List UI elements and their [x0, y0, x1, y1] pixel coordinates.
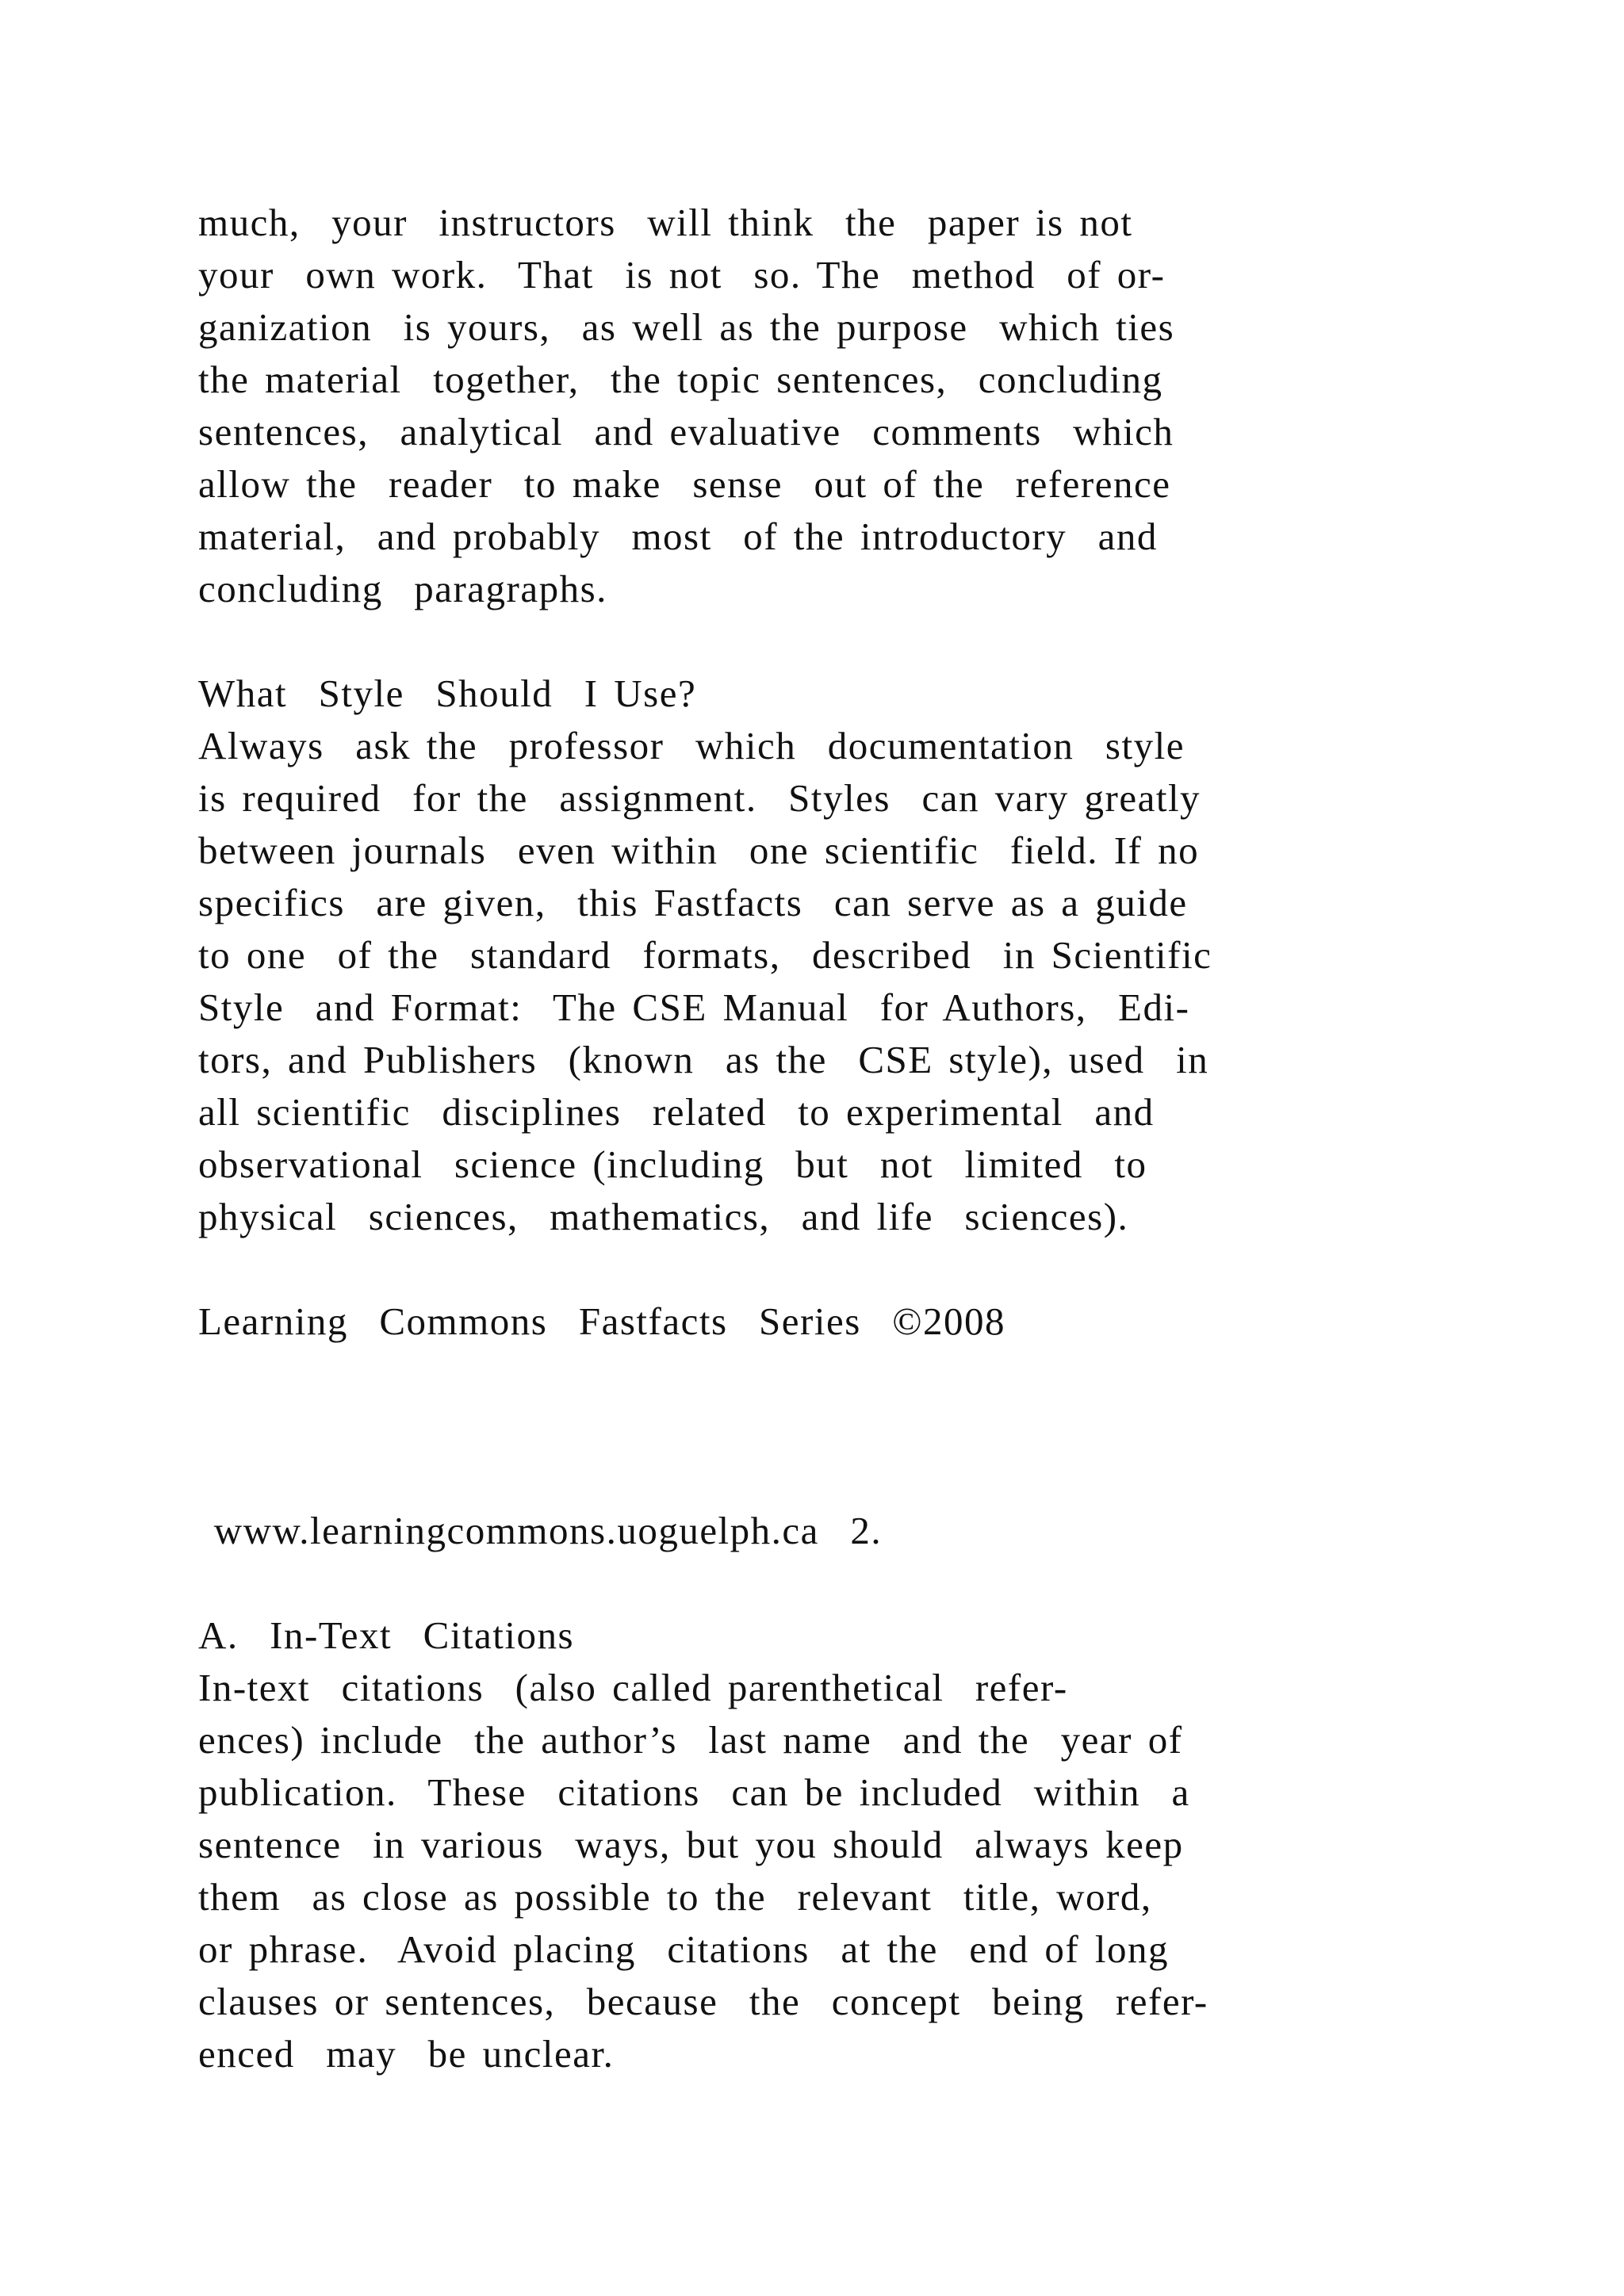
- paragraph-line: specifics are given, this Fastfacts can serve as a guide: [198, 881, 1188, 924]
- paragraph-line: publication. These citations can be included within a: [198, 1770, 1190, 1814]
- paragraph-line: or phrase. Avoid placing citations at the end of long: [198, 1927, 1170, 1971]
- paragraph-line: Always ask the professor which documentation style: [198, 724, 1185, 767]
- paragraph-line: ganization is yours, as well as the purpose which ties: [198, 305, 1175, 349]
- paragraph-line: allow the reader to make sense out of the reference: [198, 462, 1171, 506]
- paragraph-line: sentences, analytical and evaluative comments which: [198, 410, 1174, 453]
- paragraph-line: tors, and Publishers (known as the CSE style), used in: [198, 1038, 1209, 1081]
- paragraph-line: physical sciences, mathematics, and life sciences).: [198, 1195, 1129, 1238]
- section-heading-style: What Style Should I Use?: [198, 672, 697, 715]
- paragraph-line: material, and probably most of the introductory and: [198, 515, 1158, 558]
- section-heading-citations: A. In-Text Citations: [198, 1613, 575, 1657]
- paragraph-line: enced may be unclear.: [198, 2032, 615, 2076]
- paragraph-line: the material together, the topic sentences, concluding: [198, 358, 1163, 401]
- paragraph-line: much, your instructors will think the paper is not: [198, 201, 1133, 244]
- paragraph-line: clauses or sentences, because the concept being refer-: [198, 1980, 1208, 2023]
- paragraph-line: Style and Format: The CSE Manual for Authors, Edi-: [198, 985, 1190, 1029]
- paragraph-line: to one of the standard formats, described in Scientific: [198, 933, 1212, 977]
- paragraph-line: all scientific disciplines related to experimental and: [198, 1090, 1155, 1134]
- paragraph-line: them as close as possible to the relevant title, word,: [198, 1875, 1152, 1919]
- paragraph-line: your own work. That is not so. The method of or-: [198, 253, 1166, 297]
- paragraph-line: observational science (including but not limited to: [198, 1142, 1147, 1186]
- footer-series-text: Learning Commons Fastfacts Series ©2008: [198, 1299, 1005, 1343]
- paragraph-line: sentence in various ways, but you should always keep: [198, 1823, 1184, 1866]
- footer-url-text: www.learningcommons.uoguelph.ca 2.: [198, 1509, 883, 1552]
- paragraph-line: is required for the assignment. Styles can vary greatly: [198, 776, 1201, 820]
- paragraph-line: In-text citations (also called parenthetical refer-: [198, 1666, 1068, 1709]
- paragraph-line: between journals even within one scientific field. If no: [198, 828, 1200, 872]
- paragraph-line: ences) include the author’s last name and the year of: [198, 1718, 1183, 1762]
- paragraph-line: concluding paragraphs.: [198, 567, 607, 610]
